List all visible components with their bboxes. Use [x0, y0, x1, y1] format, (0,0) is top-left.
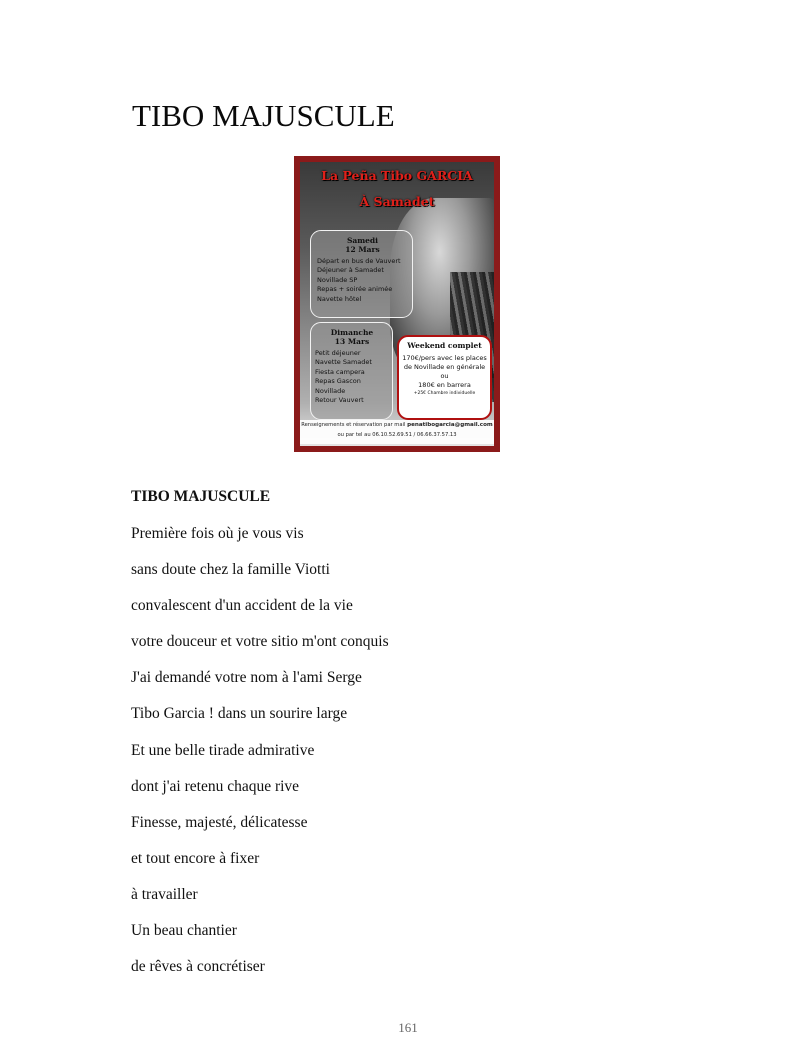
saturday-day: Samedi: [346, 236, 379, 245]
program-item: Fiesta campera: [315, 367, 365, 376]
weekend-note: +25€ Chambre individuelle: [413, 391, 476, 396]
poem-line: à travailler: [131, 885, 198, 903]
poem-line: de rêves à concrétiser: [131, 958, 265, 976]
program-item: Repas Gascon: [315, 377, 361, 386]
poem-line: Un beau chantier: [131, 922, 237, 940]
poem-line: votre douceur et votre sitio m'ont conquis: [131, 633, 389, 651]
poem-line: sans doute chez la famille Viotti: [131, 561, 330, 579]
program-item: Petit déjeuner: [315, 349, 361, 357]
program-item: Déjeuner à Samadet: [317, 266, 384, 275]
contact-email: penatibogarcia@gmail.com: [407, 422, 493, 428]
poem-line: dont j'ai retenu chaque rive: [131, 777, 300, 795]
poem-line: J'ai demandé votre nom à l'ami Serge: [131, 669, 362, 687]
poem-line: Finesse, majesté, délicatesse: [131, 813, 308, 831]
saturday-program: [310, 230, 413, 318]
poster-image: [294, 156, 500, 452]
poem-line: Et une belle tirade admirative: [131, 741, 315, 759]
weekend-offer: [397, 335, 492, 420]
weekend-or: ou: [440, 372, 449, 380]
poster-contact: [300, 420, 494, 444]
page-title: TIBO MAJUSCULE: [132, 98, 395, 133]
program-item: Novillade SP: [317, 275, 358, 284]
poem-line: Première fois où je vous vis: [131, 525, 304, 542]
program-item: Navette Samadet: [315, 358, 372, 367]
sunday-program: [310, 322, 393, 420]
contact-label: Renseignements et réservation par mail: [301, 422, 406, 428]
program-item: Retour Vauvert: [315, 396, 364, 405]
poster-subtitle: À Samadet: [359, 194, 435, 209]
program-item: Novillade: [315, 386, 346, 395]
weekend-price: 170€/pers avec les places de Novillade en générale: [402, 354, 487, 371]
poster-title: La Peña Tibo GARCIA: [321, 168, 473, 183]
poem-line: Tibo Garcia ! dans un sourire large: [131, 705, 348, 723]
poster-background: [300, 162, 494, 446]
page-number: 161: [398, 1020, 418, 1035]
program-item: Repas + soirée animée: [317, 285, 393, 294]
weekend-head: Weekend complet: [407, 341, 482, 350]
poem-title: TIBO MAJUSCULE: [131, 488, 271, 505]
program-item: Départ en bus de Vauvert: [317, 257, 401, 265]
sunday-day: Dimanche: [330, 328, 374, 337]
poem-line: convalescent d'un accident de la vie: [131, 597, 353, 615]
poem-line: et tout encore à fixer: [131, 849, 260, 867]
saturday-date: 12 Mars: [345, 245, 380, 254]
sunday-date: 13 Mars: [334, 337, 370, 346]
program-item: Navette hôtel: [317, 294, 362, 303]
contact-phone: ou par tel au 06.10.52.69.51 / 06.66.37.57.13: [337, 432, 457, 438]
poem-body: [131, 524, 389, 993]
weekend-barrera-price: 180€ en barrera: [418, 381, 471, 389]
